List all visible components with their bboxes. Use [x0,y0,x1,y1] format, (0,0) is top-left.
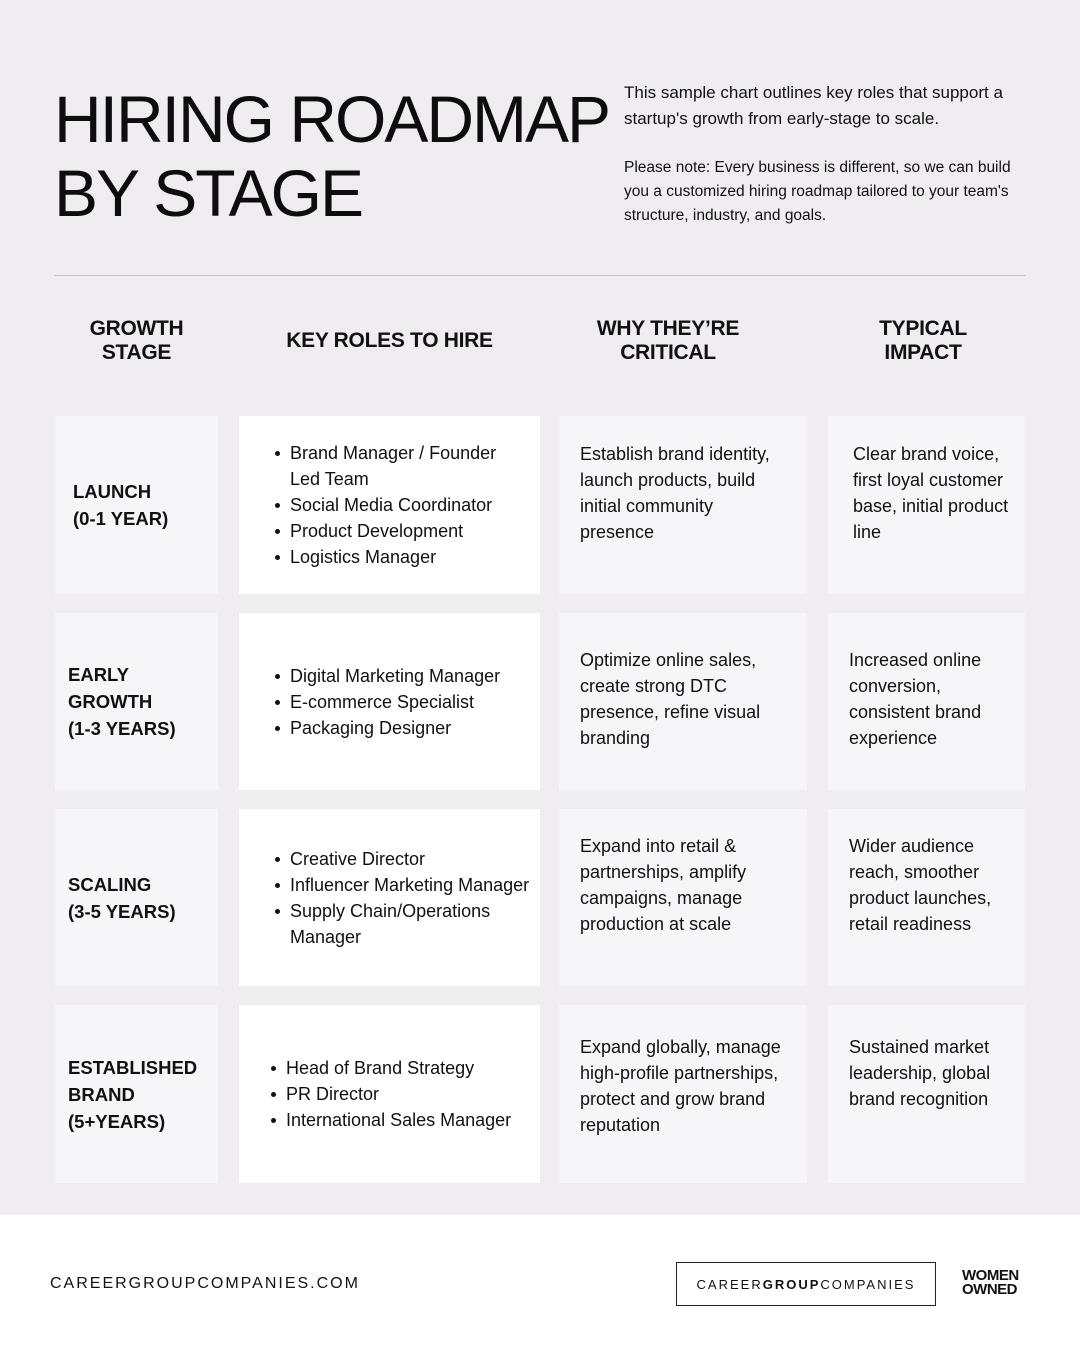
role-item: Digital Marketing Manager [290,663,540,689]
why-cell [559,416,807,594]
column-header-line: WHY THEY’RE [596,317,740,340]
company-logo [676,1262,936,1306]
website-link[interactable]: CAREERGROUPCOMPANIES.COM [50,1275,360,1292]
stage-cell [55,809,218,986]
stage-cell [55,1005,218,1183]
logo-text-career: CAREER [696,1276,763,1292]
impact-text: Clear brand voice, first loyal customer base, initial product line [853,444,1009,542]
column-header-typical-impact [828,317,1018,365]
stage-label-line: BRAND [68,1083,135,1105]
impact-text: Wider audience reach, smoother product launches, retail readiness [849,836,992,934]
roles-list [239,1055,540,1133]
why-cell [559,1005,807,1183]
roles-cell [239,613,540,790]
stage-label [68,661,176,742]
why-text: Expand globally, manage high-profile partnerships, protect and grow brand reputation [580,1037,781,1135]
column-header-why-critical [559,317,777,365]
title-line-2: BY STAGE [54,156,363,230]
roles-cell [239,416,540,594]
stage-label-line: EARLY [68,664,130,685]
column-header-growth-stage [55,317,218,365]
role-item: Packaging Designer [290,715,540,741]
column-header-line: IMPACT [884,341,962,364]
impact-text: Increased online conversion, consistent brand experience [849,650,982,748]
footer [0,1215,1080,1350]
logo-text-group: GROUP [762,1276,821,1292]
why-cell [559,613,807,790]
role-item: Influencer Marketing Manager [290,872,540,898]
column-header-line: CRITICAL [620,341,716,364]
impact-cell [828,416,1025,594]
impact-cell [828,613,1025,790]
stage-label-line: (5+YEARS) [68,1110,166,1132]
role-item: Logistics Manager [290,544,540,570]
role-item: Head of Brand Strategy [286,1055,540,1081]
why-text: Expand into retail & partnerships, amplify campaigns, manage production at scale [580,836,747,934]
stage-label-line: (1-3 YEARS) [68,718,176,739]
women-owned-badge [962,1269,1019,1297]
stage-cell [55,416,218,594]
stage-label [68,871,176,925]
stage-label-line: GROWTH [68,691,153,712]
why-text: Establish brand identity, launch products, build initial community presence [580,444,770,542]
role-item: Creative Director [290,846,540,872]
impact-text: Sustained market leadership, global brand recognition [849,1037,991,1109]
role-item: Product Development [290,518,540,544]
column-header-line: KEY ROLES TO HIRE [286,329,493,352]
logo-text-companies: COMPANIES [820,1276,916,1292]
divider [54,275,1026,276]
roles-list [239,846,540,950]
role-item: Social Media Coordinator [290,492,540,518]
role-item: PR Director [286,1081,540,1107]
intro-text: This sample chart outlines key roles that support a startup's growth from early-stage to scale. [624,83,1003,128]
column-header-line: STAGE [101,341,172,364]
role-item: International Sales Manager [286,1107,540,1133]
title-line-1: HIRING ROADMAP [54,82,610,156]
note-text: Please note: Every business is different, so we can build you a customized hiring roadmap tailored to your team's structure, industry, and goals. [624,159,1011,224]
roles-cell [239,1005,540,1183]
badge-line-2: OWNED [962,1281,1017,1298]
stage-label-line: LAUNCH [73,481,152,502]
badge-line-1: WOMEN [962,1267,1019,1284]
stage-cell [55,613,218,790]
stage-label [73,478,168,532]
column-header-key-roles [239,317,540,365]
why-text: Optimize online sales, create strong DTC presence, refine visual branding [580,650,761,748]
role-item: Brand Manager / Founder Led Team [290,440,540,492]
impact-cell [828,809,1025,986]
column-header-line: TYPICAL [879,317,967,340]
stage-label-line: ESTABLISHED [68,1056,198,1078]
stage-label-line: (0-1 YEAR) [73,508,169,529]
stage-label-line: SCALING [68,873,152,895]
role-item: E-commerce Specialist [290,689,540,715]
roles-cell [239,809,540,986]
stage-label-line: (3-5 YEARS) [68,900,176,922]
roles-list [239,440,540,570]
stage-label [68,1054,197,1135]
roles-list [239,663,540,741]
page-title [54,82,609,230]
why-cell [559,809,807,986]
role-item: Supply Chain/Operations Manager [290,898,540,950]
column-header-line: GROWTH [89,317,184,340]
impact-cell [828,1005,1025,1183]
intro-block [624,80,1034,228]
